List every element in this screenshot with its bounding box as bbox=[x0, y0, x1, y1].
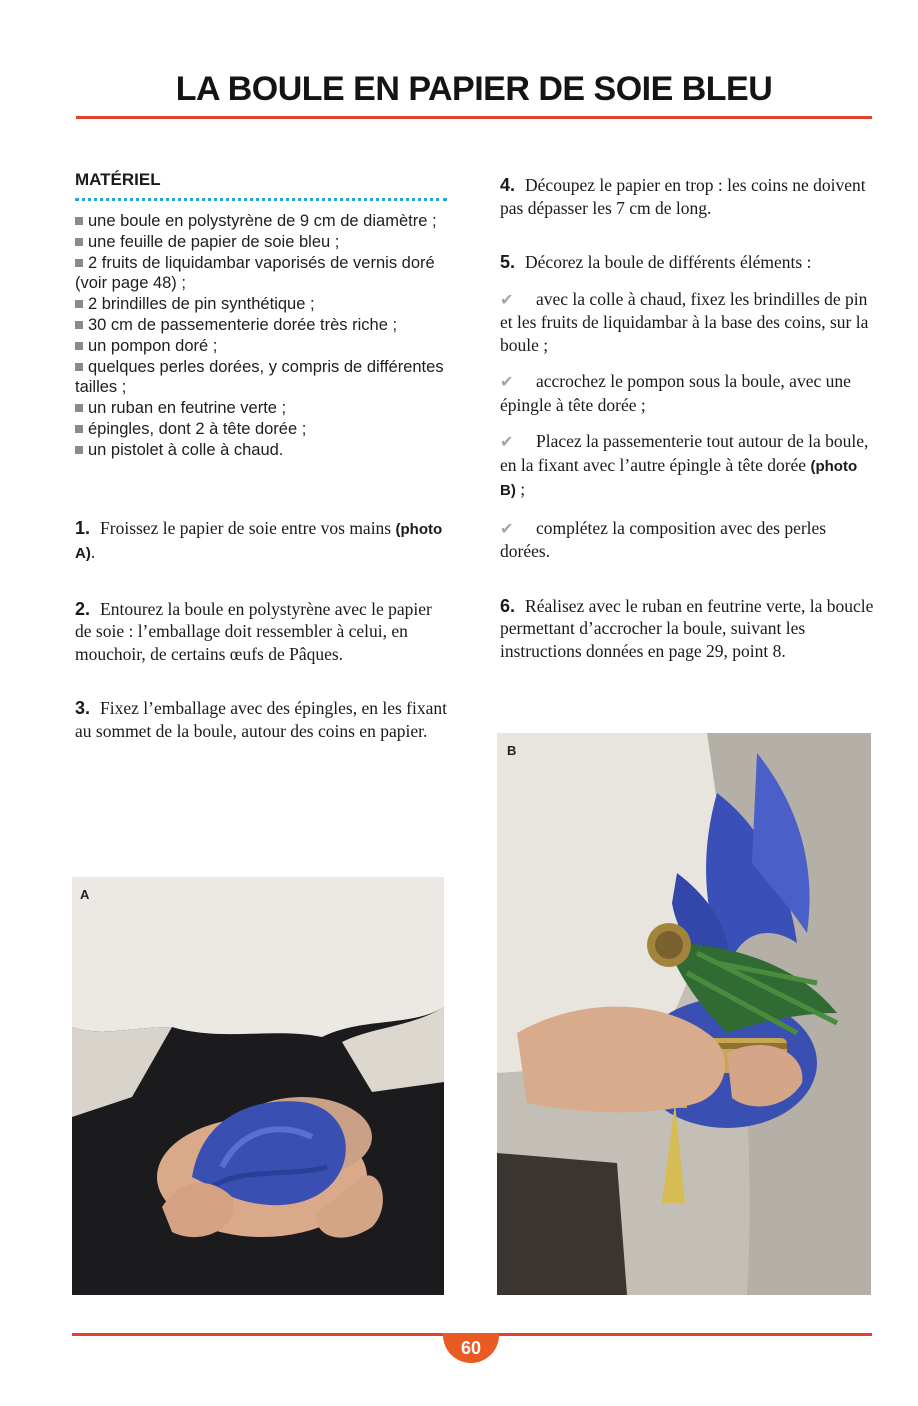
step-text: avec la colle à chaud, fixez les brindilles de pin et les fruits de liquidambar à la base des coins, sur la boule ; bbox=[500, 288, 869, 355]
materiel-item: un ruban en feutrine verte ; bbox=[75, 398, 447, 419]
step-text: complétez la composition avec des perles dorées. bbox=[500, 517, 827, 561]
step-5-sub-d bbox=[500, 517, 874, 563]
step-number: 1. bbox=[75, 517, 91, 538]
photo-reference: (photo A) bbox=[75, 520, 443, 563]
materiel-item: quelques perles dorées, y compris de différentes tailles ; bbox=[75, 357, 447, 399]
step-text: Placez la passementerie tout autour de la boule, en la fixant avec l’autre épingle à tête dorée bbox=[500, 431, 869, 475]
materiel-list bbox=[75, 211, 447, 461]
step-number: 6. bbox=[500, 595, 516, 616]
materiel-item: un pompon doré ; bbox=[75, 336, 447, 357]
photo-b bbox=[497, 733, 871, 1295]
step-3 bbox=[75, 697, 447, 742]
step-6 bbox=[500, 595, 874, 663]
materiel-heading: MATÉRIEL bbox=[75, 170, 161, 189]
step-text: Réalisez avec le ruban en feutrine verte, la boucle permettant d’accrocher la boule, suivant les instructions données en page 29, point 8. bbox=[500, 595, 874, 661]
dotted-divider bbox=[75, 198, 447, 201]
step-punctuation: . bbox=[90, 542, 96, 563]
step-5-sub-b bbox=[500, 370, 874, 416]
checkmark-icon: ✔ bbox=[500, 518, 514, 538]
step-1 bbox=[75, 517, 447, 566]
materiel-item: 2 fruits de liquidambar vaporisés de vernis doré (voir page 48) ; bbox=[75, 253, 447, 295]
photo-a-label: A bbox=[80, 887, 90, 902]
photo-b-label: B bbox=[507, 743, 517, 758]
photo-a-illustration bbox=[72, 877, 444, 1295]
step-text: Froissez le papier de soie entre vos mains bbox=[100, 517, 392, 538]
title-underline bbox=[76, 116, 872, 119]
checkmark-icon: ✔ bbox=[500, 289, 514, 309]
materiel-item: une feuille de papier de soie bleu ; bbox=[75, 232, 447, 253]
step-text: accrochez le pompon sous la boule, avec une épingle à tête dorée ; bbox=[500, 371, 851, 415]
step-5-sub-a bbox=[500, 288, 874, 357]
photo-reference: (photo B) bbox=[500, 457, 858, 499]
step-5-sub-c bbox=[500, 430, 874, 503]
right-column bbox=[500, 174, 874, 662]
photo-b-illustration bbox=[497, 733, 871, 1295]
checkmark-icon: ✔ bbox=[500, 372, 514, 391]
materiel-item: une boule en polystyrène de 9 cm de diamètre ; bbox=[75, 211, 447, 232]
step-number: 5. bbox=[500, 252, 516, 272]
step-text: Entourez la boule en polystyrène avec le papier de soie : l’emballage doit ressembler à celui, en mouchoir, de certains œufs de Pâques. bbox=[75, 598, 432, 664]
step-5 bbox=[500, 251, 874, 274]
materiel-item: 30 cm de passementerie dorée très riche ; bbox=[75, 315, 447, 336]
step-text: Découpez le papier en trop : les coins ne doivent pas dépasser les 7 cm de long. bbox=[500, 175, 866, 218]
step-2 bbox=[75, 598, 447, 666]
page-title: LA BOULE EN PAPIER DE SOIE BLEU bbox=[175, 70, 773, 108]
step-punctuation: ; bbox=[515, 479, 526, 499]
page-number: 60 bbox=[443, 1333, 499, 1363]
materiel-item: épingles, dont 2 à tête dorée ; bbox=[75, 419, 447, 440]
materiel-item: 2 brindilles de pin synthétique ; bbox=[75, 294, 447, 315]
step-number: 2. bbox=[75, 598, 91, 619]
step-4 bbox=[500, 174, 874, 219]
left-column bbox=[75, 170, 447, 742]
checkmark-icon: ✔ bbox=[500, 432, 514, 451]
materiel-item: un pistolet à colle à chaud. bbox=[75, 440, 447, 461]
step-text: Fixez l’emballage avec des épingles, en les fixant au sommet de la boule, autour des coins en papier. bbox=[75, 698, 447, 741]
step-text: Décorez la boule de différents éléments : bbox=[525, 252, 812, 272]
step-number: 4. bbox=[500, 175, 516, 195]
step-number: 3. bbox=[75, 698, 91, 719]
photo-a bbox=[72, 877, 444, 1295]
